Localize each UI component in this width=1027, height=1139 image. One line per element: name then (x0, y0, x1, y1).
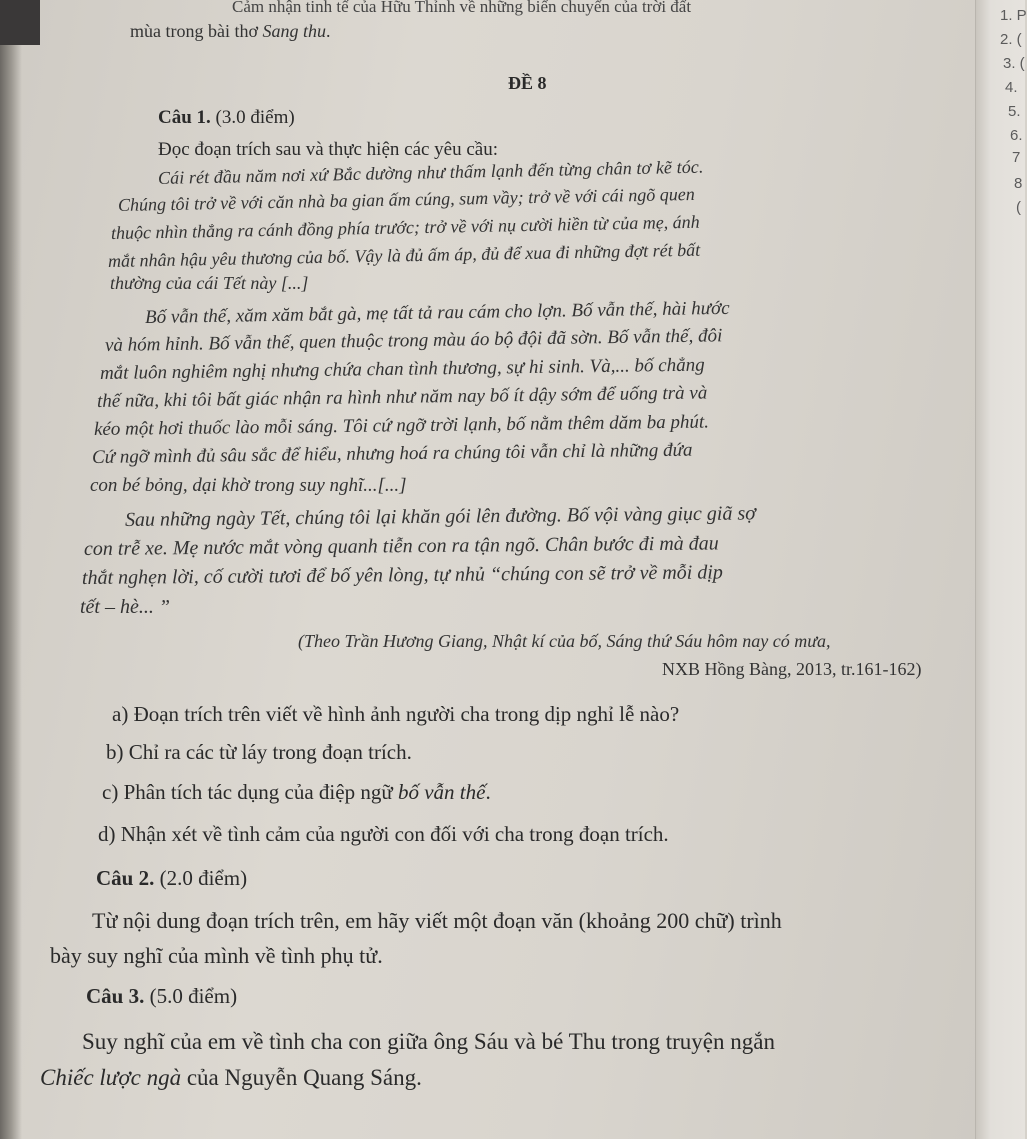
exam-title: ĐỀ 8 (508, 73, 547, 93)
question-1b: b) Chỉ ra các từ láy trong đoạn trích. (106, 740, 412, 764)
adjacent-list-item-1: 1. P (1000, 7, 1027, 24)
excerpt-line-4: mắt nhân hậu yêu thương của bố. Vậy là đủ ấm áp, đủ để xua đi những đợt rét bất (107, 239, 701, 271)
excerpt-line-5: thường của cái Tết này [...] (110, 273, 309, 293)
excerpt-source-line-1: (Theo Trần Hương Giang, Nhật kí của bố, Sáng thứ Sáu hôm nay có mưa, (298, 631, 831, 651)
adjacent-list-item-9: ( (1016, 199, 1021, 216)
adjacent-list-item-5: 5. (1008, 103, 1021, 120)
adjacent-list-item-6: 6. (1010, 127, 1023, 144)
question-2-line-1: Từ nội dung đoạn trích trên, em hãy viết một đoạn văn (khoảng 200 chữ) trình (92, 908, 782, 933)
excerpt-line-10: kéo một hơi thuốc lào mỗi sáng. Tôi cứ ngỡ trời lạnh, bố nằm thêm dăm ba phút. (93, 411, 710, 440)
adjacent-list-item-3: 3. ( (1003, 55, 1025, 72)
book-binding-shadow (0, 0, 22, 1139)
excerpt-line-13: Sau những ngày Tết, chúng tôi lại khăn gói lên đường. Bố vội vàng giục giã sợ (124, 502, 756, 531)
question-2-heading: Câu 2. (2.0 điểm) (96, 866, 248, 890)
question-1-heading: Câu 1. (3.0 điểm) (158, 107, 295, 128)
excerpt-source-line-2: NXB Hồng Bàng, 2013, tr.161-162) (662, 659, 922, 679)
question-3-line-1: Suy nghĩ của em về tình cha con giữa ông Sáu và bé Thu trong truyện ngắn (82, 1029, 775, 1054)
excerpt-line-8: mắt luôn nghiêm nghị nhưng chứa chan tình thương, sự hi sinh. Và,... bố chẳng (99, 354, 705, 384)
excerpt-line-6: Bố vẫn thế, xăm xăm bắt gà, mẹ tất tả rau cám cho lợn. Bố vẫn thế, hài hước (144, 297, 730, 328)
question-1a: a) Đoạn trích trên viết về hình ảnh người cha trong dịp nghỉ lễ nào? (112, 702, 680, 726)
excerpt-line-11: Cứ ngỡ mình đủ sâu sắc để hiểu, nhưng hoá ra chúng tôi vẫn chỉ là những đứa (91, 439, 693, 468)
excerpt-line-16: tết – hè... ” (80, 596, 170, 618)
adjacent-list-item-4: 4. (1005, 79, 1018, 96)
question-1d: d) Nhận xét về tình cảm của người con đối với cha trong đoạn trích. (98, 822, 669, 846)
adjacent-list-item-2: 2. ( (1000, 31, 1022, 48)
excerpt-line-14: con trễ xe. Mẹ nước mắt vòng quanh tiễn con ra tận ngõ. Chân bước đi mà đau (83, 532, 719, 560)
question-2-line-2: bày suy nghĩ của mình về tình phụ tử. (50, 943, 383, 968)
excerpt-line-3: thuộc nhìn thẳng ra cánh đồng phía trước; trở về với nụ cười hiền từ của mẹ, ánh (110, 211, 700, 243)
adjacent-page-edge (975, 0, 1025, 1139)
question-1-instruction: Đọc đoạn trích sau và thực hiện các yêu cầu: (158, 139, 499, 160)
previous-question-line-1: Cảm nhận tinh tế của Hữu Thỉnh về những biến chuyển của trời đất (232, 0, 692, 16)
question-1c: c) Phân tích tác dụng của điệp ngữ bố vẫn thế. (102, 780, 491, 804)
excerpt-line-12: con bé bỏng, dại khờ trong suy nghĩ...[...] (90, 475, 407, 496)
question-3-heading: Câu 3. (5.0 điểm) (86, 984, 238, 1008)
excerpt-line-1: Cái rét đầu năm nơi xứ Bắc dường như thấm lạnh đến từng chân tơ kẽ tóc. (157, 156, 704, 188)
adjacent-list-item-8: 8 (1014, 175, 1023, 192)
adjacent-list-item-7: 7 (1012, 149, 1021, 166)
excerpt-line-15: thắt nghẹn lời, cố cười tươi để bố yên lòng, tự nhủ “chúng con sẽ trở về mỗi dịp (81, 561, 723, 589)
excerpt-line-2: Chúng tôi trở về với căn nhà ba gian ấm cúng, sum vầy; trở về với cái ngõ quen (117, 183, 695, 215)
question-3-line-2: Chiếc lược ngà của Nguyễn Quang Sáng. (40, 1065, 422, 1090)
dark-corner-background (0, 0, 40, 45)
excerpt-line-9: thế nữa, khi tôi bất giác nhận ra hình như năm nay bố ít dậy sớm để uống trà và (96, 382, 708, 412)
previous-question-line-2: mùa trong bài thơ Sang thu. (130, 21, 331, 41)
excerpt-line-7: và hóm hỉnh. Bố vẫn thế, quen thuộc trong màu áo bộ đội đã sờn. Bố vẫn thế, đôi (104, 325, 723, 356)
